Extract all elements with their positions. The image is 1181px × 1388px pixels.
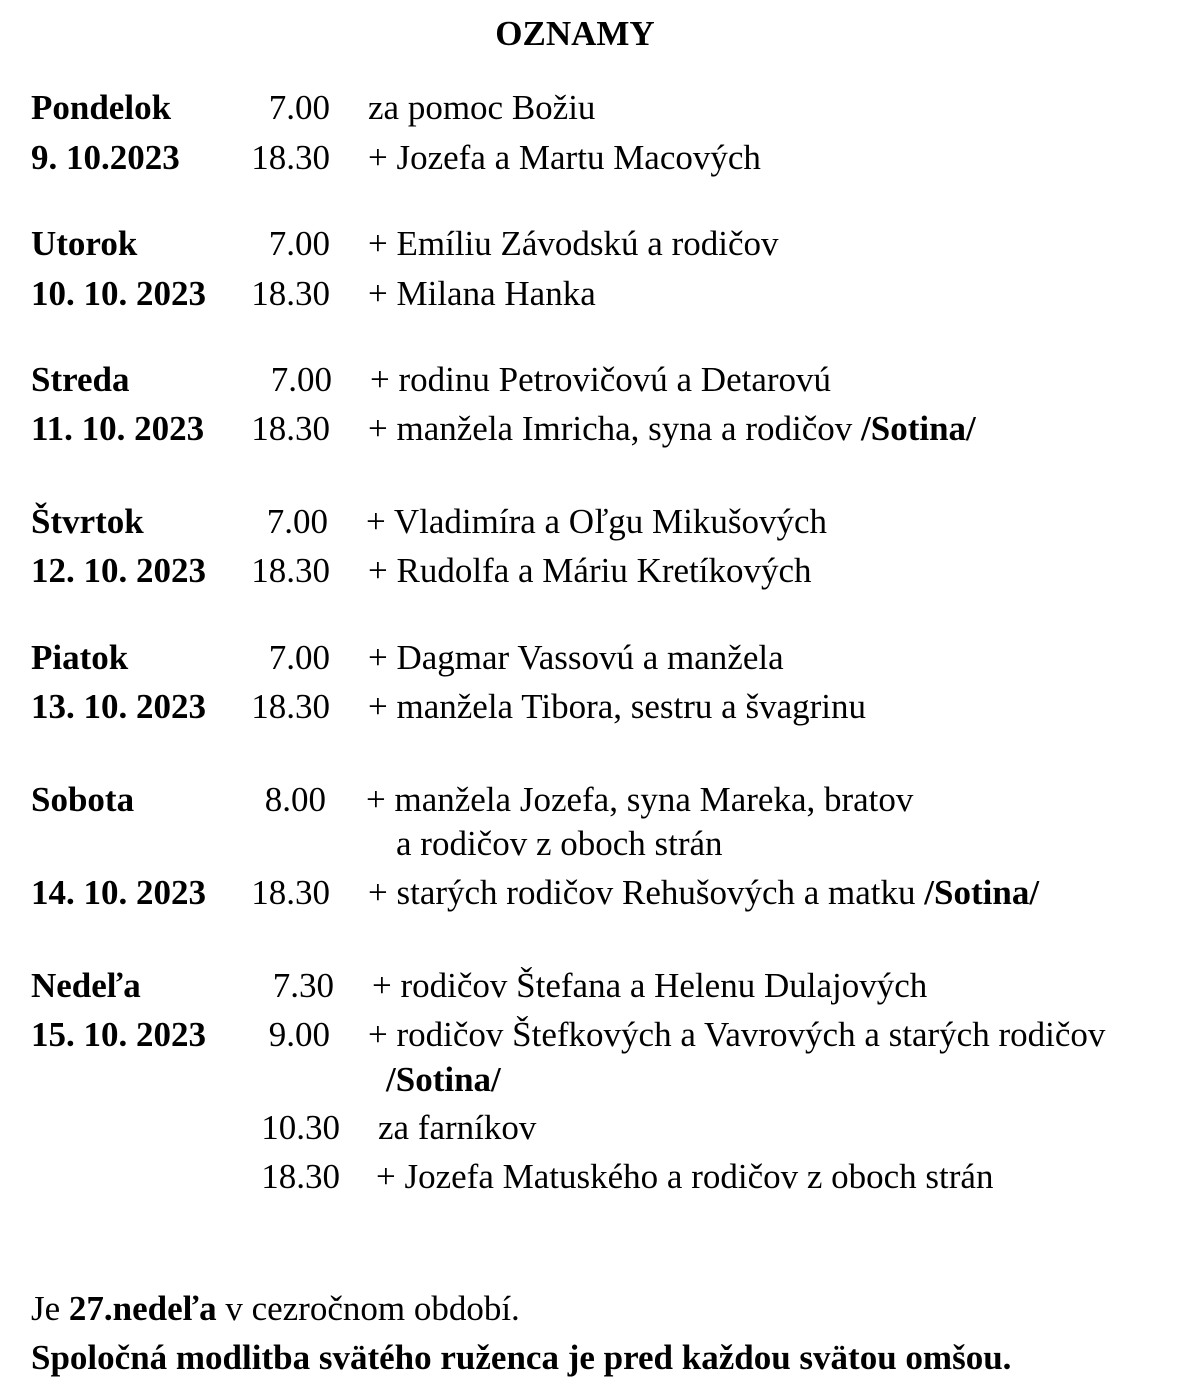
mass-intention: + Milana Hanka: [368, 274, 596, 313]
mass-intention: + rodičov Štefkových a Vavrových a starých rodičov: [368, 1015, 1106, 1054]
rosary-note: Spoločná modlitba svätého ruženca je pred každou svätou omšou.: [31, 1338, 1012, 1377]
mass-intention: za pomoc Božiu: [368, 88, 596, 127]
footer-note: Je 27.nedeľa v cezročnom období.: [31, 1289, 520, 1328]
mass-intention: + Vladimíra a Oľgu Mikušových: [366, 502, 828, 541]
mass-intention: + Rudolfa a Máriu Kretíkových: [368, 551, 812, 590]
mass-intention: za farníkov: [378, 1108, 537, 1147]
mass-intention: a rodičov z oboch strán: [396, 824, 723, 863]
mass-intention: + manžela Tibora, sestru a švagrinu: [368, 687, 866, 726]
mass-time: 7.30: [272, 966, 334, 1005]
mass-time: 18.30: [261, 1157, 340, 1196]
sunday-number: 27.nedeľa: [68, 1289, 217, 1328]
mass-time: 18.30: [251, 687, 330, 726]
mass-intention: + manžela Imricha, syna a rodičov /Sotina/: [368, 409, 976, 448]
mass-intention: + Dagmar Vassovú a manžela: [368, 638, 784, 677]
mass-intention: + starých rodičov Rehušových a matku /Sotina/: [368, 873, 1040, 912]
mass-intention: + Jozefa a Martu Macových: [368, 138, 761, 177]
mass-intention: + rodinu Petrovičovú a Detarovú: [370, 360, 832, 399]
mass-intention: + manžela Jozefa, syna Mareka, bratov: [366, 780, 914, 819]
mass-time: 7.00: [268, 224, 330, 263]
location-tag: /Sotina/: [924, 873, 1040, 912]
day-label: Štvrtok: [31, 502, 144, 541]
day-label: Piatok: [31, 638, 129, 677]
day-label: Nedeľa: [31, 966, 141, 1005]
day-label: Utorok: [31, 224, 138, 263]
mass-time: 7.00: [268, 88, 330, 127]
mass-intention: + Jozefa Matuského a rodičov z oboch strán: [376, 1157, 994, 1196]
location-tag: /Sotina/: [861, 409, 976, 448]
date-label: 9. 10.2023: [31, 138, 180, 177]
day-label: Sobota: [31, 780, 135, 819]
mass-intention: + Emíliu Závodskú a rodičov: [368, 224, 779, 263]
mass-time: 18.30: [251, 274, 330, 313]
date-label: 10. 10. 2023: [31, 274, 206, 313]
date-label: 14. 10. 2023: [31, 873, 206, 912]
day-label: Pondelok: [31, 88, 172, 127]
mass-time: 18.30: [251, 873, 330, 912]
date-label: 13. 10. 2023: [31, 687, 206, 726]
date-label: 12. 10. 2023: [31, 551, 206, 590]
page-title: OZNAMY: [495, 14, 655, 53]
mass-time: 7.00: [270, 360, 332, 399]
mass-time: 18.30: [251, 409, 330, 448]
mass-time: 10.30: [261, 1108, 340, 1147]
mass-time: 7.00: [266, 502, 328, 541]
location-tag: /Sotina/: [386, 1060, 501, 1099]
date-label: 11. 10. 2023: [31, 409, 205, 448]
mass-time: 18.30: [251, 551, 330, 590]
mass-time: 7.00: [268, 638, 330, 677]
day-label: Streda: [31, 360, 130, 399]
date-label: 15. 10. 2023: [31, 1015, 206, 1054]
mass-time: 9.00: [268, 1015, 330, 1054]
mass-time: 8.00: [264, 780, 326, 819]
mass-time: 18.30: [251, 138, 330, 177]
mass-intention: + rodičov Štefana a Helenu Dulajových: [372, 966, 928, 1005]
